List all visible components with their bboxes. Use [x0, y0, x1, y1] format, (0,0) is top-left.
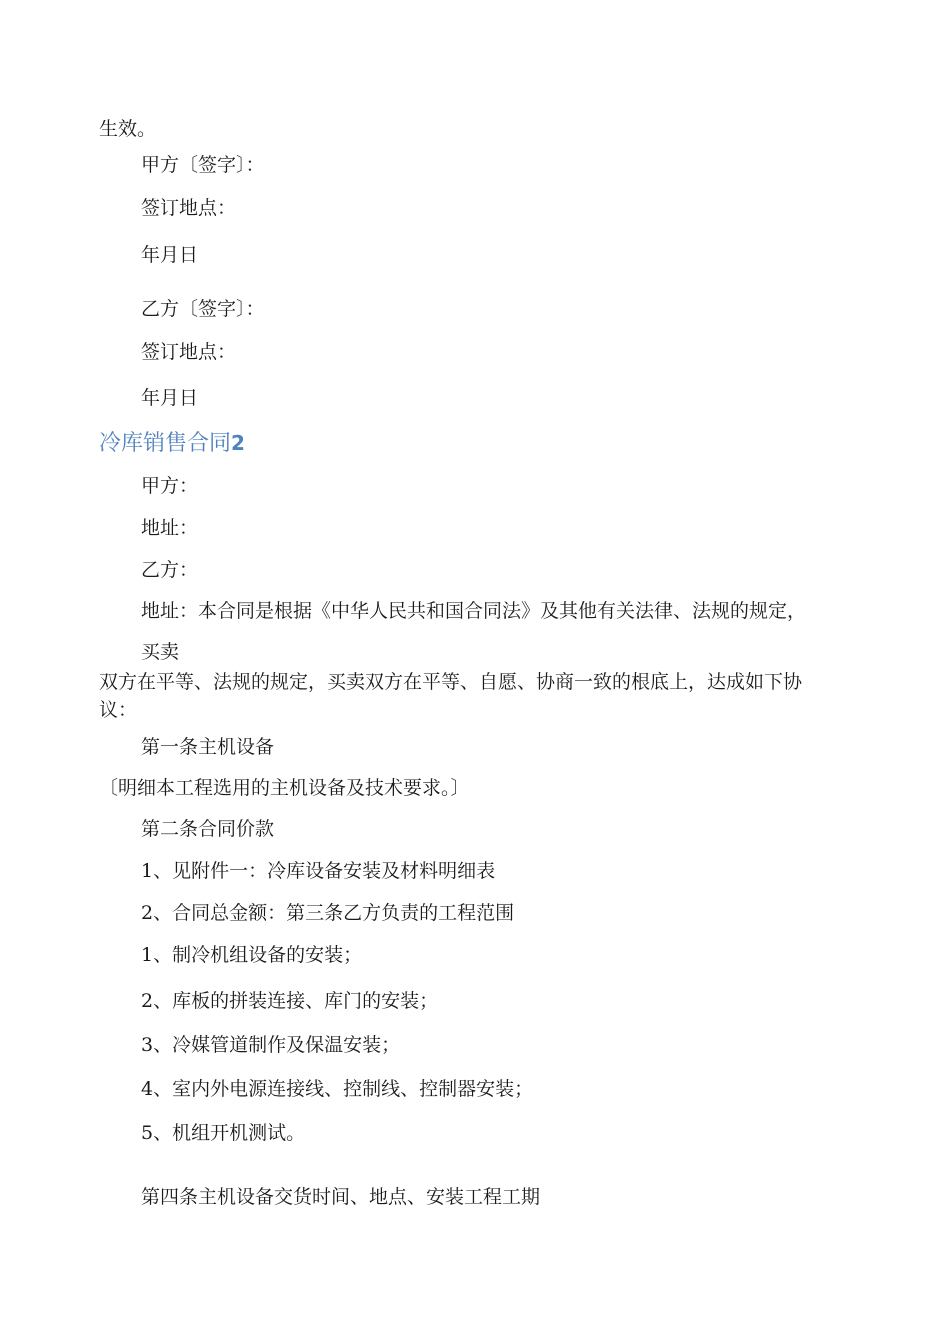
article-1-title: 第一条主机设备 — [141, 736, 275, 758]
heading-title: 冷库销售合同 — [99, 431, 232, 456]
article-2-item-1: 1、见附件一：冷库设备安装及材料明细表 — [141, 860, 496, 882]
party-a-signature: 甲方〔签字〕： — [141, 154, 265, 176]
address-b-paragraph: 地址：本合同是根据《中华人民共和国合同法》及其他有关法律、法规的规定， — [141, 600, 807, 622]
effective-text: 生效。 — [99, 118, 157, 140]
article-2-title: 第二条合同价款 — [141, 818, 275, 840]
party-a-label: 甲方： — [141, 475, 199, 497]
signing-place-b: 签订地点： — [141, 341, 237, 363]
scope-item-5: 5、机组开机测试。 — [141, 1122, 306, 1144]
scope-item-3: 3、冷媒管道制作及保温安装； — [141, 1034, 401, 1056]
date-a: 年月日 — [141, 244, 199, 266]
buy-sell-text: 买卖 — [141, 641, 180, 663]
party-b-label: 乙方： — [141, 559, 199, 581]
heading-number: 2 — [231, 431, 245, 455]
agreement-paragraph-line2: 议： — [99, 699, 138, 721]
article-2-item-2: 2、合同总金额：第三条乙方负责的工程范围 — [141, 902, 515, 924]
date-b: 年月日 — [141, 387, 199, 409]
scope-item-2: 2、库板的拼装连接、库门的安装； — [141, 990, 439, 1012]
contract-heading — [99, 428, 245, 459]
party-b-signature: 乙方〔签字〕： — [141, 298, 265, 320]
signing-place-a: 签订地点： — [141, 197, 237, 219]
article-4-title: 第四条主机设备交货时间、地点、安装工程工期 — [141, 1186, 541, 1208]
address-a-label: 地址： — [141, 517, 199, 539]
agreement-paragraph-line1: 双方在平等、法规的规定，买卖双方在平等、自愿、协商一致的根底上，达成如下协 — [99, 671, 803, 693]
scope-item-1: 1、制冷机组设备的安装； — [141, 944, 363, 966]
scope-item-4: 4、室内外电源连接线、控制线、控制器安装； — [141, 1078, 534, 1100]
article-1-note: 〔明细本工程选用的主机设备及技术要求。〕 — [99, 777, 470, 799]
